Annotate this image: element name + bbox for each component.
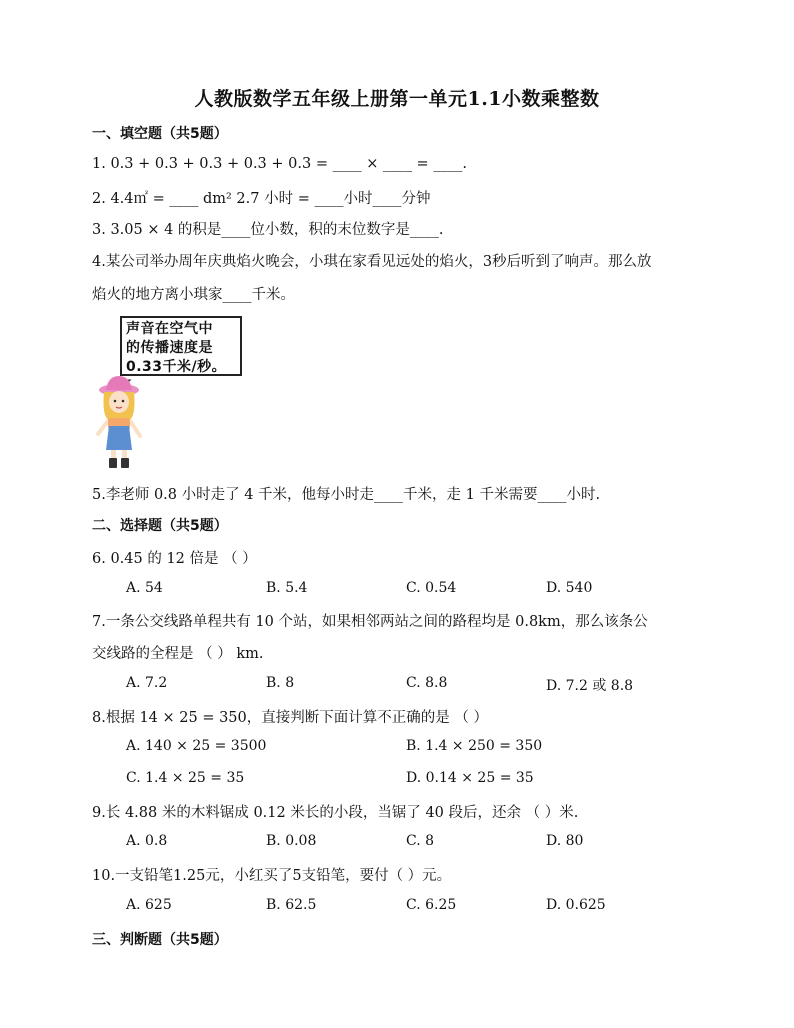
- option-a: A. 7.2: [126, 675, 168, 691]
- bubble-line: 0.33千米/秒。: [126, 359, 227, 375]
- option-c: C. 1.4 × 25 = 35: [126, 770, 245, 786]
- option-d: D. 7.2 或 8.8: [546, 678, 634, 694]
- question-1: 1. 0.3 + 0.3 + 0.3 + 0.3 + 0.3 = ____ × ____ = ____.: [92, 156, 467, 172]
- option-b: B. 0.08: [266, 833, 317, 849]
- option-a: A. 140 × 25 = 3500: [126, 738, 267, 754]
- option-c: C. 6.25: [406, 897, 457, 913]
- question-7-line1: 7.一条公交线路单程共有 10 个站，如果相邻两站之间的路程均是 0.8km，那么该条公: [92, 614, 648, 630]
- question-7-line2: 交线路的全程是 （ ） km.: [92, 646, 264, 662]
- question-4-line1: 4.某公司举办周年庆典焰火晚会，小琪在家看见远处的焰火，3秒后听到了响声。那么放: [92, 254, 652, 270]
- question-8: 8.根据 14 × 25 = 350，直接判断下面计算不正确的是 （ ）: [92, 710, 488, 726]
- page-title: 人教版数学五年级上册第一单元1.1小数乘整数: [194, 88, 600, 110]
- option-b: B. 5.4: [266, 580, 308, 596]
- option-b: B. 62.5: [266, 897, 317, 913]
- section-heading-choice: 二、选择题（共5题）: [92, 518, 228, 534]
- girl-illustration: [92, 374, 146, 470]
- bubble-line: 的传播速度是: [126, 340, 213, 356]
- question-10: 10.一支铅笔1.25元，小红买了5支铅笔，要付（ ）元。: [92, 868, 452, 884]
- option-d: D. 80: [546, 833, 584, 849]
- option-c: C. 8: [406, 833, 435, 849]
- option-d: D. 540: [546, 580, 593, 596]
- question-3: 3. 3.05 × 4 的积是____位小数，积的末位数字是____.: [92, 222, 444, 238]
- option-a: A. 0.8: [126, 833, 168, 849]
- question-5: 5.李老师 0.8 小时走了 4 千米，他每小时走____千米，走 1 千米需要____小时.: [92, 487, 601, 503]
- option-c: C. 0.54: [406, 580, 457, 596]
- bubble-line: 声音在空气中: [126, 321, 213, 337]
- question-9: 9.长 4.88 米的木料锯成 0.12 米长的小段，当锯了 40 段后，还余 （ ）米.: [92, 805, 579, 821]
- question-6: 6. 0.45 的 12 倍是 （ ）: [92, 551, 257, 567]
- option-a: A. 54: [126, 580, 163, 596]
- option-a: A. 625: [126, 897, 172, 913]
- question-2: 2. 4.4㎡ = ____ dm² 2.7 小时 = ____小时____分钟: [92, 191, 431, 207]
- speech-bubble: [120, 316, 242, 376]
- option-b: B. 1.4 × 250 = 350: [406, 738, 543, 754]
- option-b: B. 8: [266, 675, 295, 691]
- section-heading-fill: 一、填空题（共5题）: [92, 126, 228, 142]
- option-d: D. 0.625: [546, 897, 606, 913]
- section-heading-judge: 三、判断题（共5题）: [92, 932, 228, 948]
- option-c: C. 8.8: [406, 675, 448, 691]
- option-d: D. 0.14 × 25 = 35: [406, 770, 534, 786]
- question-4-line2: 焰火的地方离小琪家____千米。: [92, 287, 295, 303]
